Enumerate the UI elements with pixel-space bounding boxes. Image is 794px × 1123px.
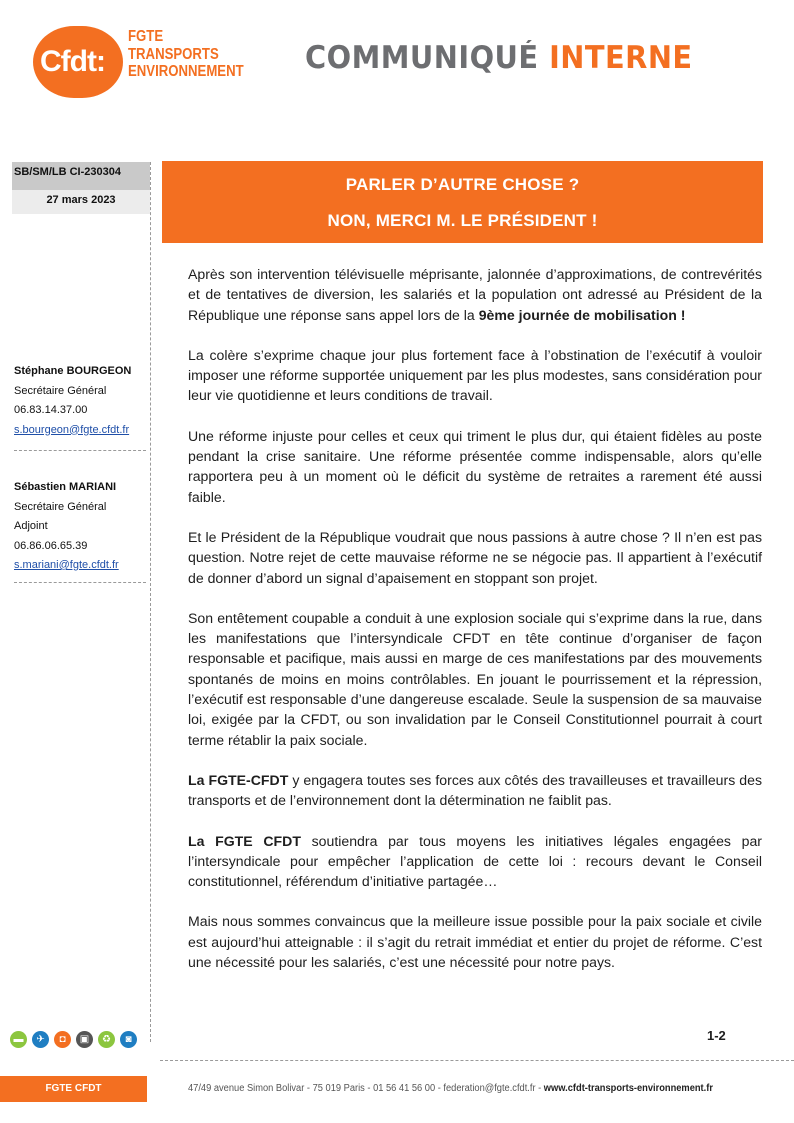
document-date: 27 mars 2023: [46, 194, 116, 206]
contact-phone: 06.86.06.65.39: [14, 539, 88, 552]
org-line: FGTE: [128, 28, 164, 45]
paragraph: Mais nous sommes convaincus que la meilleure issue possible pour la paix sociale et civile est aujourd’hui atteignable : il s’agit du retrait immédiat et entier du projet de réforme. C’est une nécessité pour les salariés, c’est une nécessité pour notre pays.: [188, 913, 762, 971]
contact-divider: [14, 450, 146, 451]
reference-box: [12, 162, 150, 190]
plane-icon: ✈: [32, 1031, 49, 1048]
footer-brand-bar: FGTE CFDT: [0, 1076, 147, 1102]
truck-icon: ▣: [76, 1031, 93, 1048]
paragraph: Après son intervention télévisuelle méprisante, jalonnée d’approximations, de contrevérités et de tentatives de diversion, les salariés et la population ont adressé au Président de la République une réponse sans appel lors de la 9ème journée de mobilisation !: [188, 266, 762, 323]
org-line: ENVIRONNEMENT: [128, 63, 244, 80]
logo-text: Cfdt:: [40, 45, 105, 78]
contact-role: Secrétaire Général: [14, 384, 107, 397]
doc-type-word2: INTERNE: [549, 40, 693, 76]
org-name: [128, 28, 244, 81]
title-line2: NON, MERCI M. LE PRÉSIDENT !: [327, 211, 598, 230]
contact-name: Sébastien MARIANI: [14, 481, 117, 493]
page-number: 1-2: [707, 1028, 726, 1043]
paragraph: Et le Président de la République voudrait que nous passions à autre chose ? Il n’en est pas question. Notre rejet de cette mauvaise réforme ne se négocie pas. Il appartient à l’exécutif de donner d’abord un signal d’apaisement en stoppant son projet.: [188, 528, 762, 586]
address-text: 47/49 avenue Simon Bolivar - 75 019 Paris - 01 56 41 56 00 - federation@fgte.cfdt.fr -: [188, 1083, 544, 1094]
website-link[interactable]: www.cfdt-transports-environnement.fr: [543, 1083, 713, 1094]
org-line: TRANSPORTS: [128, 45, 219, 63]
contact-block: [14, 362, 131, 440]
contact-phone: 06.83.14.37.00: [14, 404, 88, 416]
paragraph: Une réforme injuste pour celles et ceux qui triment le plus dur, qui étaient fidèles au poste pendant la crise sanitaire. Une réforme présentée comme indispensable, alors qu’elle rapportera peu à un moment où le déficit du système de retraites a rarement été aussi faible.: [188, 427, 762, 505]
train-icon: ◙: [120, 1031, 137, 1048]
contact-divider: [14, 582, 146, 583]
car-icon: ◘: [54, 1031, 71, 1048]
date-box: [12, 190, 150, 214]
doc-type-word1: COMMUNIQUÉ: [305, 40, 539, 76]
contact-role-line2: Adjoint: [14, 520, 48, 532]
paragraph: La colère s’exprime chaque jour plus fortement face à l’obstination de l’exécutif à vouloir imposer une réforme supportée uniquement par les plus modestes, sans considération pour leur vie quotidienne et leurs conditions de travail.: [188, 346, 762, 404]
recycle-icon: ♻: [98, 1031, 115, 1048]
title-line1: PARLER D’AUTRE CHOSE ?: [345, 175, 580, 194]
communique-body: [188, 264, 762, 992]
paragraph: La FGTE CFDT soutiendra par tous moyens les initiatives légales engagées par l’intersyndicale pour empêcher l’application de cette loi : recours devant le Conseil constitutionnel, référendum d’initiative partagée…: [188, 832, 763, 890]
footer-address: [188, 1083, 713, 1094]
footer-divider: [160, 1060, 794, 1061]
contact-email-link[interactable]: s.mariani@fgte.cfdt.fr: [14, 559, 119, 571]
contact-role: Secrétaire Général: [14, 500, 107, 513]
contact-block: [14, 478, 119, 576]
paragraph: Son entêtement coupable a conduit à une explosion sociale qui s’exprime dans la rue, dans les manifestations que l’intersyndicale CFDT en tête continue d’organiser de façon responsable et pacifique, mais aussi en marge de ces manifestations par des mouvements spontanés de moins en moins contrôlables. En jouant le pourrissement et la répression, l’exécutif est responsable d’une dangereuse escalade. Seule la suspension de sa mauvaise loi, exigée par la CFDT, ou son invalidation par le Conseil Constitutionnel pourrait à court terme rétablir la paix sociale.: [188, 609, 762, 748]
paragraph: La FGTE-CFDT y engagera toutes ses forces aux côtés des travailleuses et travailleurs des transports et de l’environnement dont la détermination ne faiblit pas.: [188, 771, 763, 809]
column-divider: [150, 162, 151, 1042]
title-banner: [162, 161, 763, 243]
contact-name: Stéphane BOURGEON: [14, 365, 132, 377]
document-type-heading: [305, 40, 693, 76]
reference-number: SB/SM/LB CI-230304: [14, 166, 121, 178]
contact-email-link[interactable]: s.bourgeon@fgte.cfdt.fr: [14, 423, 130, 436]
bus-icon: ▬: [10, 1031, 27, 1048]
